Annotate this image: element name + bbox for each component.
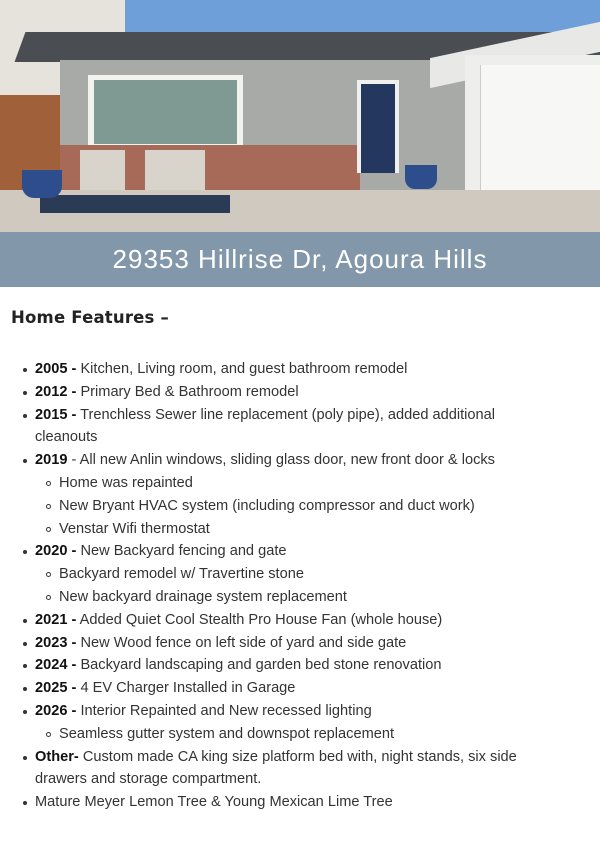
feature-year: 2026 - [35,702,77,719]
feature-text: Interior Repainted and New recessed lighting [76,702,372,719]
feature-item [35,540,560,608]
feature-year: 2012 - [35,383,77,400]
feature-item [35,654,560,677]
feature-year: 2019 [35,452,68,469]
feature-text: Custom made CA king size platform bed with, night stands, six side drawers and storage compartment. [35,748,517,788]
feature-year: 2021 - [35,611,77,628]
feature-item [35,677,560,700]
feature-year: 2020 - [35,543,77,560]
feature-subitem: Seamless gutter system and downspot replacement [59,723,560,746]
feature-year: 2024 - [35,657,77,674]
feature-sublist [35,472,560,540]
house-photo [0,0,600,232]
section-title: Home Features – [11,308,169,327]
feature-item [35,381,560,404]
feature-item [35,632,560,655]
feature-text: Added Quiet Cool Stealth Pro House Fan (whole house) [76,611,443,628]
feature-item [35,791,560,814]
features-list [0,358,600,814]
feature-text: Primary Bed & Bathroom remodel [76,383,299,400]
feature-item [35,609,560,632]
feature-text: New Backyard fencing and gate [76,543,287,560]
feature-subitem: Backyard remodel w/ Travertine stone [59,563,560,586]
feature-text: 4 EV Charger Installed in Garage [76,680,296,697]
feature-text: - All new Anlin windows, sliding glass door, new front door & locks [67,452,495,469]
feature-item [35,358,560,381]
feature-sublist [35,723,560,746]
feature-text: Trenchless Sewer line replacement (poly pipe), added additional cleanouts [35,406,495,446]
feature-year: 2025 - [35,680,77,697]
feature-text: Backyard landscaping and garden bed stone renovation [76,657,442,674]
feature-text: Kitchen, Living room, and guest bathroom remodel [76,361,408,377]
feature-subitem: Home was repainted [59,472,560,495]
feature-item [35,700,560,746]
feature-sublist [35,563,560,609]
address-banner [0,232,600,287]
feature-item [35,404,560,450]
feature-subitem: New Bryant HVAC system (including compressor and duct work) [59,495,560,518]
feature-year: 2023 - [35,634,77,651]
feature-text: Mature Meyer Lemon Tree & Young Mexican Lime Tree [35,794,393,811]
feature-subitem: New backyard drainage system replacement [59,586,560,609]
feature-text: New Wood fence on left side of yard and side gate [76,634,407,651]
feature-item [35,746,560,792]
feature-subitem: Venstar Wifi thermostat [59,518,560,541]
feature-year: Other- [35,748,79,765]
feature-year: 2015 - [35,406,77,423]
feature-year: 2005 - [35,361,77,377]
address-title: 29353 Hillrise Dr, Agoura Hills [112,244,488,274]
feature-item [35,449,560,540]
